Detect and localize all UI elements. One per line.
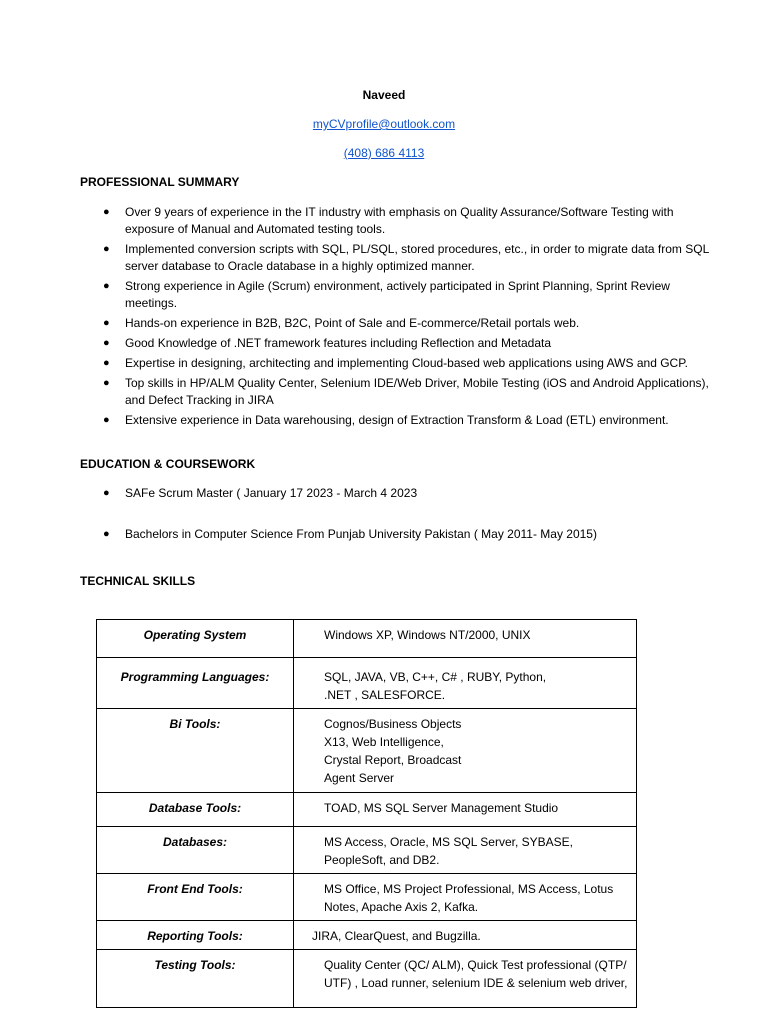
skill-value: TOAD, MS SQL Server Management Studio [294, 793, 637, 827]
summary-item-text: Strong experience in Agile (Scrum) environment, actively participated in Sprint Planning, Sprint Review meetings. [125, 279, 670, 310]
summary-item-text: Expertise in designing, architecting and implementing Cloud-based web applications using AWS and GCP. [125, 356, 688, 370]
bullet-icon: ● [103, 414, 110, 426]
candidate-name: Naveed [362, 88, 406, 102]
summary-item [0, 204, 768, 238]
skill-category: Databases: [97, 827, 294, 874]
bullet-icon: ● [103, 377, 110, 389]
education-item [0, 526, 768, 543]
summary-item-text: Implemented conversion scripts with SQL, PL/SQL, stored procedures, etc., in order to migrate data from SQL server database to Oracle database in a highly optimized manner. [125, 242, 709, 273]
skill-category: Operating System [97, 620, 294, 658]
phone-row [0, 146, 768, 160]
summary-item-text: Extensive experience in Data warehousing, design of Extraction Transform & Load (ETL) environment. [125, 413, 669, 427]
skill-value: Quality Center (QC/ ALM), Quick Test professional (QTP/ UTF) , Load runner, selenium IDE & selenium web driver, [294, 950, 637, 1008]
skill-category: Bi Tools: [97, 709, 294, 793]
table-row [97, 921, 637, 950]
skill-category: Reporting Tools: [97, 921, 294, 950]
education-list [0, 485, 768, 546]
summary-item-text: Top skills in HP/ALM Quality Center, Selenium IDE/Web Driver, Mobile Testing (iOS and Android Applications), and Defect Tracking in JIRA [125, 376, 709, 407]
email-link[interactable]: myCVprofile@outlook.com [312, 117, 456, 131]
table-row [97, 793, 637, 827]
email-row [0, 117, 768, 131]
education-item-text: Bachelors in Computer Science From Punjab University Pakistan ( May 2011- May 2015) [125, 527, 597, 541]
summary-item [0, 241, 768, 275]
bullet-icon: ● [103, 357, 110, 369]
table-row [97, 827, 637, 874]
skill-category: Database Tools: [97, 793, 294, 827]
table-row [97, 620, 637, 658]
skill-value: SQL, JAVA, VB, C++, C# , RUBY, Python, .NET , SALESFORCE. [294, 658, 637, 709]
bullet-icon: ● [103, 487, 110, 499]
skill-category: Front End Tools: [97, 874, 294, 921]
bullet-icon: ● [103, 243, 110, 255]
summary-item-text: Hands-on experience in B2B, B2C, Point of Sale and E-commerce/Retail portals web. [125, 316, 580, 330]
summary-item [0, 355, 768, 372]
bullet-icon: ● [103, 206, 110, 218]
summary-item-text: Good Knowledge of .NET framework features including Reflection and Metadata [125, 336, 552, 350]
summary-item [0, 315, 768, 332]
summary-heading: PROFESSIONAL SUMMARY [80, 175, 240, 189]
bullet-icon: ● [103, 528, 110, 540]
skill-value: MS Office, MS Project Professional, MS Access, Lotus Notes, Apache Axis 2, Kafka. [294, 874, 637, 921]
bullet-icon: ● [103, 337, 110, 349]
phone-link[interactable]: (408) 686 4113 [343, 146, 425, 160]
skill-value: Windows XP, Windows NT/2000, UNIX [294, 620, 637, 658]
table-row [97, 874, 637, 921]
education-heading: EDUCATION & COURSEWORK [80, 457, 256, 471]
bullet-icon: ● [103, 317, 110, 329]
skill-value: Cognos/Business Objects X13, Web Intelligence, Crystal Report, Broadcast Agent Server [294, 709, 637, 793]
education-item-text: SAFe Scrum Master ( January 17 2023 - March 4 2023 [125, 486, 418, 500]
table-row [97, 658, 637, 709]
skills-heading: TECHNICAL SKILLS [80, 574, 196, 588]
skill-category: Programming Languages: [97, 658, 294, 709]
bullet-icon: ● [103, 280, 110, 292]
skills-table [96, 619, 637, 1008]
summary-list [0, 204, 768, 432]
summary-item [0, 375, 768, 409]
table-row [97, 950, 637, 1008]
summary-item [0, 278, 768, 312]
skill-category: Testing Tools: [97, 950, 294, 1008]
table-row [97, 709, 637, 793]
skill-value: MS Access, Oracle, MS SQL Server, SYBASE, PeopleSoft, and DB2. [294, 827, 637, 874]
education-item [0, 485, 768, 502]
summary-item-text: Over 9 years of experience in the IT industry with emphasis on Quality Assurance/Software Testing with exposure of Manual and Automated testing tools. [125, 205, 674, 236]
skill-value: JIRA, ClearQuest, and Bugzilla. [294, 921, 637, 950]
summary-item [0, 335, 768, 352]
summary-item [0, 412, 768, 429]
